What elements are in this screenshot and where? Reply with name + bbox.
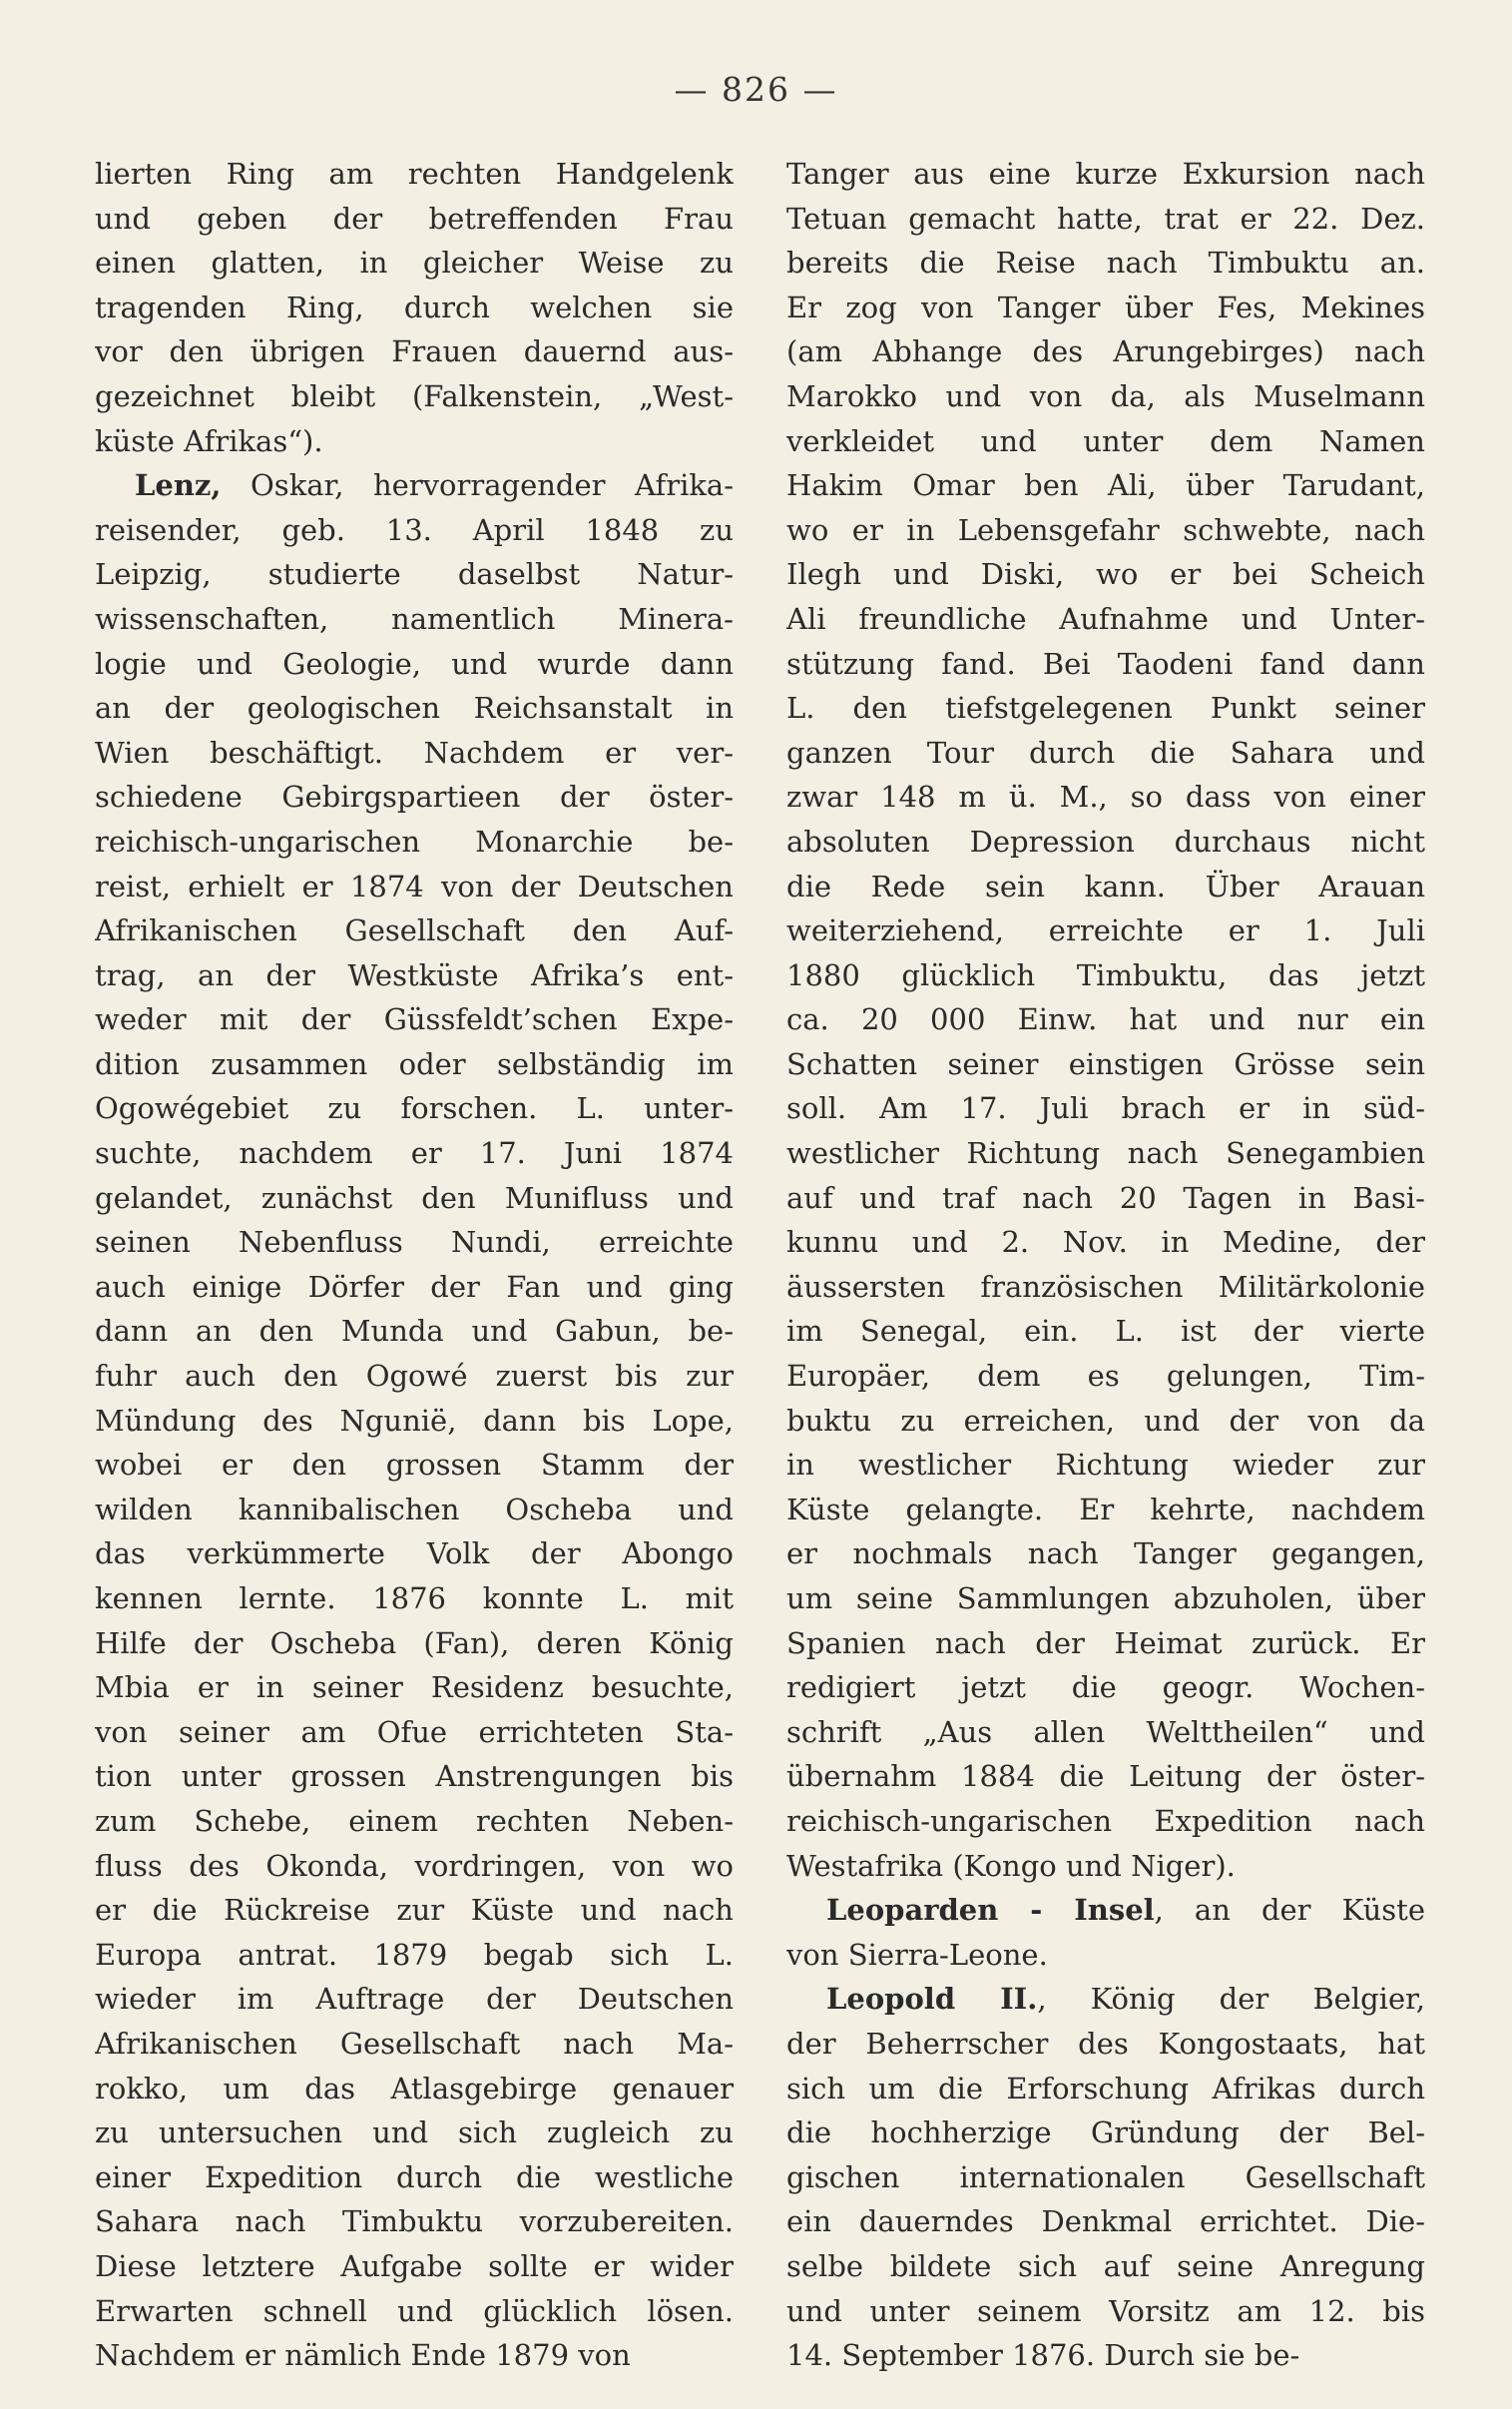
- text-line: [786, 1443, 1425, 1488]
- line-text: sich um die Erforschung Afrikas durch: [786, 2071, 1425, 2106]
- line-text: logie und Geologie, und wurde dann: [95, 646, 734, 681]
- line-text: Ali freundliche Aufnahme und Unter-: [786, 601, 1425, 636]
- line-text: , an der Küste: [1154, 1893, 1425, 1928]
- text-line: [786, 1131, 1425, 1176]
- text-line: [786, 1220, 1425, 1265]
- line-text: Küste gelangte. Er kehrte, nachdem: [786, 1492, 1425, 1526]
- line-text: Marokko und von da, als Muselmann: [786, 378, 1425, 413]
- text-line: [786, 1309, 1425, 1354]
- line-text: weiterziehend, erreichte er 1. Juli: [786, 913, 1425, 948]
- line-text: verkleidet und unter dem Namen: [786, 423, 1425, 458]
- text-line: [95, 152, 734, 197]
- line-text: , König der Belgier,: [1037, 1982, 1425, 2017]
- line-text: tragenden Ring, durch welchen sie: [95, 290, 734, 324]
- line-text: (am Abhange des Arungebirges) nach: [786, 334, 1425, 369]
- text-line: [786, 2199, 1425, 2244]
- text-line: [95, 597, 734, 642]
- text-line: [95, 1621, 734, 1666]
- line-text: reist, erhielt er 1874 von der Deutschen: [95, 869, 734, 903]
- text-line: [786, 597, 1425, 642]
- line-text: Tetuan gemacht hatte, trat er 22. Dez.: [786, 201, 1425, 236]
- text-line: [786, 2244, 1425, 2289]
- text-line: [95, 197, 734, 242]
- text-line: [95, 1977, 734, 2022]
- text-line: [95, 2110, 734, 2155]
- line-text: weder mit der Güssfeldt’schen Expe-: [95, 1002, 734, 1037]
- line-text: schiedene Gebirgspartieen der öster-: [95, 780, 734, 815]
- line-text: Europa antrat. 1879 begab sich L.: [95, 1937, 734, 1972]
- text-line: [95, 642, 734, 687]
- text-line: [95, 374, 734, 419]
- text-line: [786, 953, 1425, 998]
- line-text: fluss des Okonda, vordringen, von wo: [95, 1848, 734, 1883]
- line-text: dann an den Munda und Gabun, be-: [95, 1314, 734, 1349]
- line-text: buktu zu erreichen, und der von da: [786, 1403, 1425, 1438]
- line-text: 14. September 1876. Durch sie be-: [786, 2338, 1300, 2373]
- line-text: einer Expedition durch die westliche: [95, 2159, 734, 2194]
- text-line: [786, 1754, 1425, 1799]
- line-text: er nochmals nach Tanger gegangen,: [786, 1536, 1425, 1571]
- line-text: Mündung des Ngunië, dann bis Lope,: [95, 1403, 734, 1438]
- text-line: [95, 908, 734, 953]
- text-line: [786, 508, 1425, 553]
- text-line: [786, 642, 1425, 687]
- text-line: [786, 1710, 1425, 1755]
- text-line: [95, 1844, 734, 1889]
- text-line: [95, 2022, 734, 2067]
- line-text: Diese letztere Aufgabe sollte er wider: [95, 2248, 734, 2283]
- text-line: [95, 1665, 734, 1710]
- text-line: [786, 152, 1425, 197]
- line-text: der Beherrscher des Kongostaats, hat: [786, 2026, 1425, 2061]
- text-line: [786, 2067, 1425, 2111]
- text-line: [786, 2110, 1425, 2155]
- text-line: [95, 1531, 734, 1576]
- text-line: [786, 2289, 1425, 2334]
- line-text: ca. 20 000 Einw. hat und nur ein: [786, 1002, 1425, 1037]
- text-line: [95, 2199, 734, 2244]
- text-line: [786, 1933, 1425, 1978]
- text-line: [786, 1665, 1425, 1710]
- line-text: bereits die Reise nach Timbuktu an.: [786, 246, 1425, 281]
- line-text: an der geologischen Reichsanstalt in: [95, 691, 734, 726]
- line-text: Mbia er in seiner Residenz besuchte,: [95, 1670, 734, 1705]
- text-line: [786, 419, 1425, 464]
- line-text: seinen Nebenfluss Nundi, erreichte: [95, 1225, 734, 1260]
- line-text: soll. Am 17. Juli brach er in süd-: [786, 1091, 1425, 1126]
- line-text: suchte, nachdem er 17. Juni 1874: [95, 1136, 734, 1171]
- text-line: [95, 419, 734, 464]
- line-text: wobei er den grossen Stamm der: [95, 1448, 734, 1483]
- line-text: Ogowégebiet zu forschen. L. unter-: [95, 1091, 734, 1126]
- text-line: [95, 731, 734, 776]
- line-text: in westlicher Richtung wieder zur: [786, 1448, 1425, 1483]
- text-line: [95, 463, 734, 508]
- right-column: [786, 152, 1425, 2378]
- text-line: [95, 286, 734, 330]
- text-line: [95, 1799, 734, 1844]
- text-line: [786, 463, 1425, 508]
- line-text: absoluten Depression durchaus nicht: [786, 824, 1425, 859]
- line-text: einen glatten, in gleicher Weise zu: [95, 246, 734, 281]
- line-text: Westafrika (Kongo und Niger).: [786, 1848, 1236, 1883]
- line-text: Er zog von Tanger über Fes, Mekines: [786, 290, 1425, 324]
- line-text: Schatten seiner einstigen Grösse sein: [786, 1046, 1425, 1081]
- text-line: [95, 865, 734, 909]
- text-line: [786, 1977, 1425, 2022]
- line-text: trag, an der Westküste Afrika’s ent-: [95, 957, 734, 992]
- line-text: gelandet, zunächst den Munifluss und: [95, 1180, 734, 1215]
- entry-headword: Lenz,: [135, 468, 222, 503]
- line-text: im Senegal, ein. L. ist der vierte: [786, 1314, 1425, 1349]
- line-text: ganzen Tour durch die Sahara und: [786, 735, 1425, 770]
- text-line: [95, 508, 734, 553]
- page-number: — 826 —: [674, 70, 838, 109]
- line-text: übernahm 1884 die Leitung der öster-: [786, 1759, 1425, 1794]
- entry-headword: Leopold II.: [826, 1982, 1038, 2017]
- text-line: [786, 908, 1425, 953]
- text-line: [786, 997, 1425, 1042]
- line-text: Wien beschäftigt. Nachdem er ver-: [95, 735, 734, 770]
- line-text: und unter seinem Vorsitz am 12. bis: [786, 2293, 1425, 2328]
- line-text: reichisch-ungarischen Monarchie be-: [95, 824, 734, 859]
- line-text: selbe bildete sich auf seine Anregung: [786, 2248, 1425, 2283]
- text-line: [95, 1354, 734, 1399]
- line-text: Tanger aus eine kurze Exkursion nach: [786, 157, 1425, 191]
- line-text: Sahara nach Timbuktu vorzubereiten.: [95, 2204, 734, 2239]
- line-text: die Rede sein kann. Über Arauan: [786, 869, 1425, 903]
- text-line: [786, 197, 1425, 242]
- text-line: [786, 241, 1425, 286]
- text-line: [786, 1086, 1425, 1131]
- text-line: [786, 686, 1425, 731]
- line-text: küste Afrikas“).: [95, 423, 323, 458]
- text-line: [95, 2333, 734, 2378]
- text-line: [786, 374, 1425, 419]
- line-text: wilden kannibalischen Oscheba und: [95, 1492, 734, 1526]
- line-text: lierten Ring am rechten Handgelenk: [95, 157, 734, 191]
- line-text: äussersten französischen Militärkolonie: [786, 1269, 1425, 1304]
- line-text: kunnu und 2. Nov. in Medine, der: [786, 1225, 1425, 1260]
- line-text: Europäer, dem es gelungen, Tim-: [786, 1359, 1425, 1394]
- text-line: [786, 1354, 1425, 1399]
- text-line: [95, 686, 734, 731]
- text-line: [786, 1621, 1425, 1666]
- text-line: [786, 820, 1425, 865]
- line-text: auch einige Dörfer der Fan und ging: [95, 1269, 734, 1304]
- line-text: Ilegh und Diski, wo er bei Scheich: [786, 557, 1425, 592]
- line-text: wieder im Auftrage der Deutschen: [95, 1982, 734, 2017]
- text-line: [95, 1042, 734, 1087]
- text-line: [786, 731, 1425, 776]
- line-text: von seiner am Ofue errichteten Sta-: [95, 1714, 734, 1749]
- line-text: das verkümmerte Volk der Abongo: [95, 1536, 734, 1571]
- line-text: Afrikanischen Gesellschaft nach Ma-: [95, 2026, 734, 2061]
- line-text: Hakim Omar ben Ali, über Tarudant,: [786, 468, 1425, 503]
- text-line: [95, 1488, 734, 1532]
- line-text: 1880 glücklich Timbuktu, das jetzt: [786, 957, 1425, 992]
- line-text: Erwarten schnell und glücklich lösen.: [95, 2293, 734, 2328]
- text-line: [786, 1799, 1425, 1844]
- text-line: [786, 1042, 1425, 1087]
- text-line: [95, 2155, 734, 2200]
- line-text: gischen internationalen Gesellschaft: [786, 2159, 1425, 2194]
- text-line: [786, 775, 1425, 820]
- line-text: von Sierra-Leone.: [786, 1937, 1048, 1972]
- text-line: [786, 1576, 1425, 1621]
- text-line: [786, 1399, 1425, 1444]
- text-line: [95, 997, 734, 1042]
- line-text: Afrikanischen Gesellschaft den Auf-: [95, 913, 734, 948]
- text-line: [95, 1176, 734, 1221]
- text-line: [786, 2022, 1425, 2067]
- line-text: auf und traf nach 20 Tagen in Basi-: [786, 1180, 1425, 1215]
- line-text: fuhr auch den Ogowé zuerst bis zur: [95, 1359, 734, 1394]
- text-line: [95, 241, 734, 286]
- line-text: ein dauerndes Denkmal errichtet. Die-: [786, 2204, 1425, 2239]
- line-text: um seine Sammlungen abzuholen, über: [786, 1581, 1425, 1615]
- line-text: die hochherzige Gründung der Bel-: [786, 2115, 1425, 2150]
- line-text: rokko, um das Atlasgebirge genauer: [95, 2071, 734, 2106]
- line-text: Spanien nach der Heimat zurück. Er: [786, 1625, 1425, 1660]
- text-line: [95, 775, 734, 820]
- text-line: [786, 329, 1425, 374]
- text-line: [786, 552, 1425, 597]
- text-line: [95, 1220, 734, 1265]
- text-line: [95, 1754, 734, 1799]
- line-text: L. den tiefstgelegenen Punkt seiner: [786, 691, 1425, 726]
- text-line: [95, 552, 734, 597]
- text-line: [786, 1176, 1425, 1221]
- text-line: [786, 286, 1425, 330]
- line-text: Hilfe der Oscheba (Fan), deren König: [95, 1625, 734, 1660]
- line-text: er die Rückreise zur Küste und nach: [95, 1893, 734, 1928]
- text-line: [95, 1131, 734, 1176]
- text-line: [95, 1576, 734, 1621]
- text-line: [95, 2289, 734, 2334]
- text-line: [786, 2333, 1425, 2378]
- line-text: westlicher Richtung nach Senegambien: [786, 1136, 1425, 1171]
- line-text: stützung fand. Bei Taodeni fand dann: [786, 646, 1425, 681]
- text-line: [786, 1265, 1425, 1310]
- text-line: [95, 1710, 734, 1755]
- text-line: [786, 1844, 1425, 1889]
- line-text: tion unter grossen Anstrengungen bis: [95, 1759, 734, 1794]
- text-line: [95, 329, 734, 374]
- line-text: reichisch-ungarischen Expedition nach: [786, 1803, 1425, 1838]
- text-line: [786, 1888, 1425, 1933]
- text-line: [95, 1399, 734, 1444]
- line-text: Nachdem er nämlich Ende 1879 von: [95, 2338, 631, 2373]
- line-text: zwar 148 m ü. M., so dass von einer: [786, 780, 1425, 815]
- text-line: [95, 1443, 734, 1488]
- line-text: wissenschaften, namentlich Minera-: [95, 601, 734, 636]
- line-text: Leipzig, studierte daselbst Natur-: [95, 557, 734, 592]
- text-line: [95, 1933, 734, 1978]
- line-text: zum Schebe, einem rechten Neben-: [95, 1803, 734, 1838]
- text-line: [95, 1265, 734, 1310]
- text-line: [95, 2067, 734, 2111]
- text-line: [95, 820, 734, 865]
- line-text: und geben der betreffenden Frau: [95, 201, 734, 236]
- text-line: [95, 1086, 734, 1131]
- line-text: schrift „Aus allen Welttheilen“ und: [786, 1714, 1425, 1749]
- line-text: wo er in Lebensgefahr schwebte, nach: [786, 512, 1425, 547]
- line-text: gezeichnet bleibt (Falkenstein, „West-: [95, 378, 734, 413]
- text-line: [786, 865, 1425, 909]
- text-line: [786, 1531, 1425, 1576]
- line-text: dition zusammen oder selbständig im: [95, 1046, 734, 1081]
- text-line: [95, 953, 734, 998]
- line-text: kennen lernte. 1876 konnte L. mit: [95, 1581, 734, 1615]
- line-text: vor den übrigen Frauen dauernd aus-: [95, 334, 734, 369]
- line-text: zu untersuchen und sich zugleich zu: [95, 2115, 734, 2150]
- text-line: [95, 1309, 734, 1354]
- text-line: [786, 1488, 1425, 1532]
- left-column: [95, 152, 734, 2378]
- line-text: Oskar, hervorragender Afrika-: [251, 468, 734, 503]
- entry-headword: Leoparden - Insel: [826, 1893, 1155, 1928]
- line-text: reisender, geb. 13. April 1848 zu: [95, 512, 734, 547]
- text-line: [786, 2155, 1425, 2200]
- text-line: [95, 2244, 734, 2289]
- text-line: [95, 1888, 734, 1933]
- line-text: redigiert jetzt die geogr. Wochen-: [786, 1670, 1425, 1705]
